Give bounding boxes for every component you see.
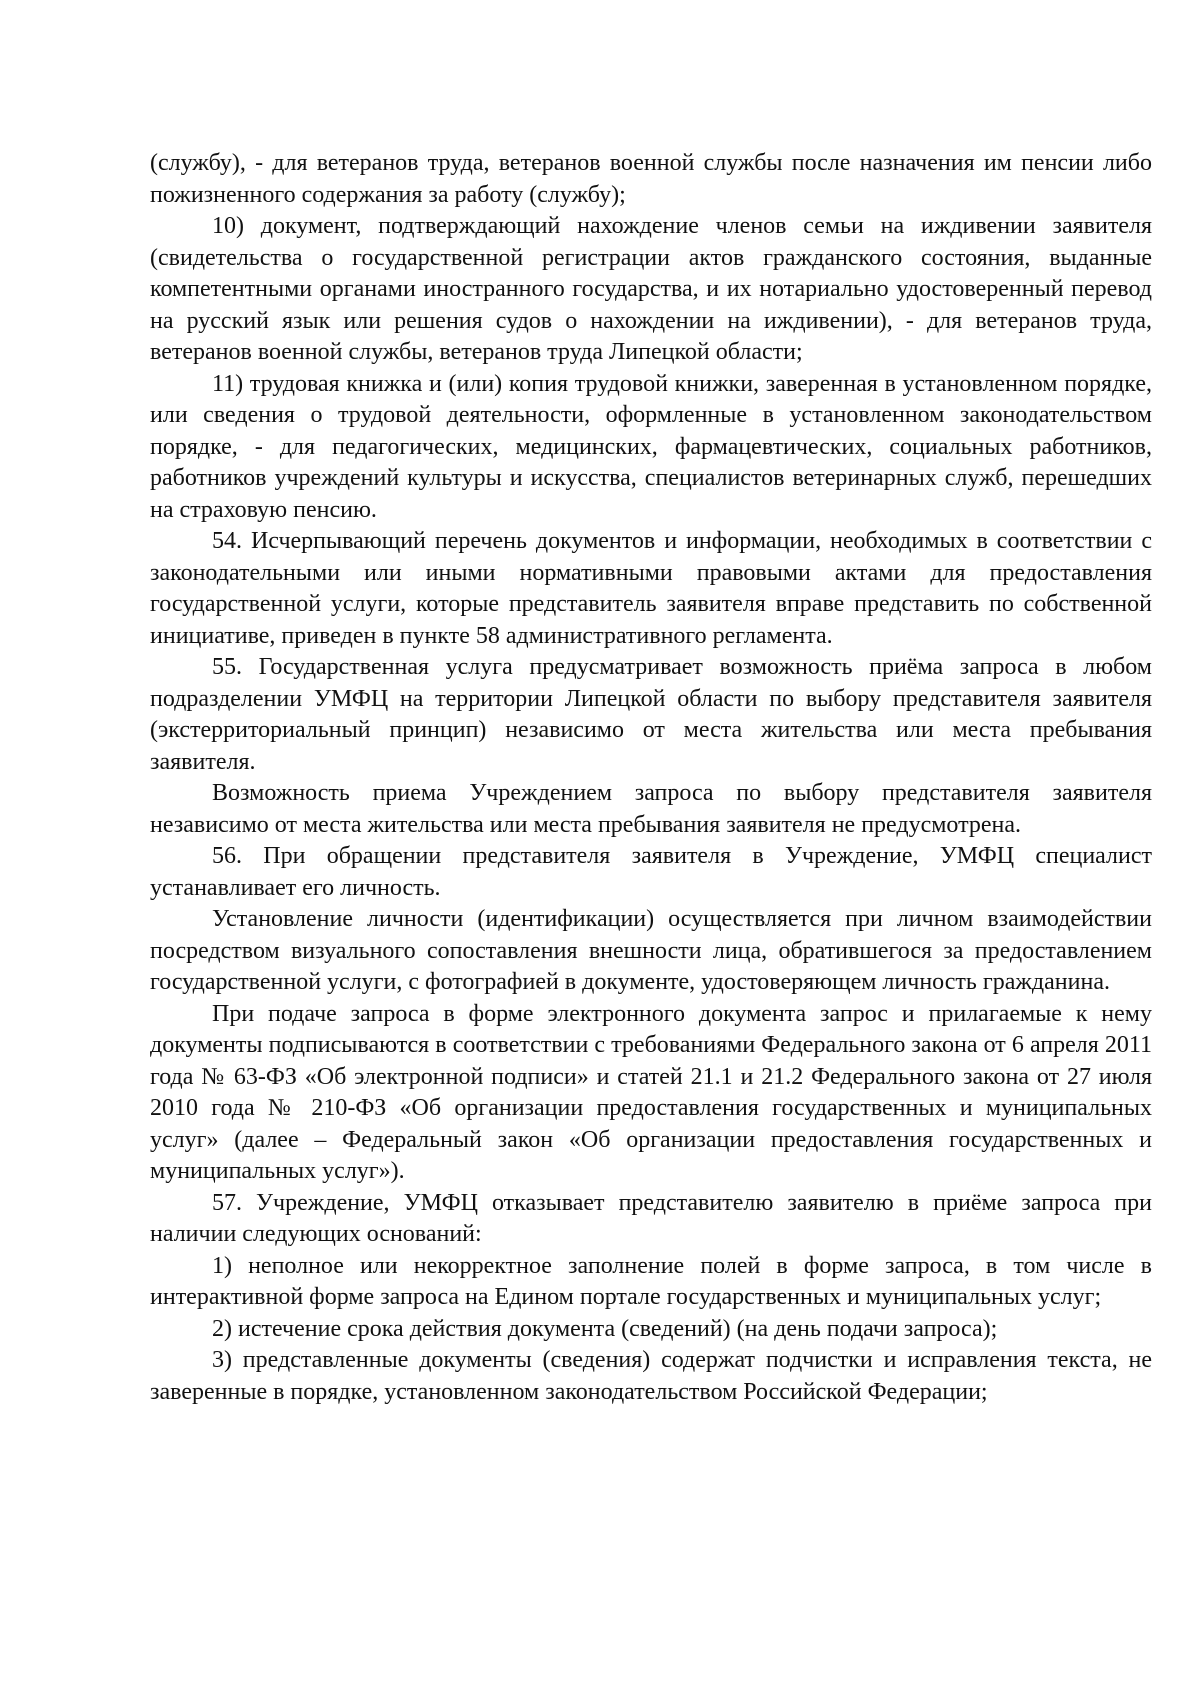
paragraph-clause-54: 54. Исчерпывающий перечень документов и информации, необходимых в соответствии с законодательными или иными нормативными правовыми актами для предоставления государственной услуги, которые представитель заявителя вправе представить по собственной инициативе, приведен в пункте 58 административного регламента. — [150, 528, 1152, 649]
paragraph-clause-55: 55. Государственная услуга предусматривает возможность приёма запроса в любом подразделении УМФЦ на территории Липецкой области по выбору представителя заявителя (экстерриториальный принцип) независимо от места жительства или места пребывания заявителя. — [150, 654, 1152, 775]
paragraph-refusal-1: 1) неполное или некорректное заполнение полей в форме запроса, в том числе в интерактивной форме запроса на Едином портале государственных и муниципальных услуг; — [150, 1252, 1152, 1310]
paragraph-item-10: 10) документ, подтверждающий нахождение членов семьи на иждивении заявителя (свидетельства о государственной регистрации актов гражданского состояния, выданные компетентными органами иностранного государства, и их нотариально удостоверенный перевод на русский язык или решения судов о нахождении на иждивении), - для ветеранов труда, ветеранов военной службы, ветеранов труда Липецкой области; — [150, 213, 1152, 365]
paragraph-refusal-3: 3) представленные документы (сведения) содержат подчистки и исправления текста, не заверенные в порядке, установленном законодательством Российской Федерации; — [150, 1347, 1152, 1405]
paragraph-clause-57: 57. Учреждение, УМФЦ отказывает представителю заявителю в приёме запроса при наличии следующих оснований: — [150, 1189, 1152, 1247]
paragraph-refusal-2: 2) истечение срока действия документа (сведений) (на день подачи запроса); — [212, 1315, 998, 1342]
paragraph-clause-56: 56. При обращении представителя заявителя в Учреждение, УМФЦ специалист устанавливает его личность. — [150, 843, 1152, 901]
document-body — [150, 148, 1152, 1408]
paragraph-item-11: 11) трудовая книжка и (или) копия трудовой книжки, заверенная в установленном порядке, или сведения о трудовой деятельности, оформленные в установленном законодательством порядке, - для педагогических, медицинских, фармацевтических, социальных работников, работников учреждений культуры и искусства, специалистов ветеринарных служб, перешедших на страховую пенсию. — [150, 370, 1152, 523]
paragraph-continuation: (службу), - для ветеранов труда, ветеранов военной службы после назначения им пенсии либо пожизненного содержания за работу (службу); — [150, 150, 1152, 208]
paragraph-identification: Установление личности (идентификации) осуществляется при личном взаимодействии посредством визуального сопоставления внешности лица, обратившегося за предоставлением государственной услуги, с фотографией в документе, удостоверяющем личность гражданина. — [150, 906, 1152, 995]
paragraph-electronic-signature: При подаче запроса в форме электронного документа запрос и прилагаемые к нему документы подписываются в соответствии с требованиями Федерального закона от 6 апреля 2011 года № 63-ФЗ «Об электронной подписи» и статей 21.1 и 21.2 Федерального закона от 27 июля 2010 года № 210-ФЗ «Об организации предоставления государственных и муниципальных услуг» (далее – Федеральный закон «Об организации предоставления государственных и муниципальных услуг»). — [150, 1000, 1152, 1184]
paragraph-clause-55-note: Возможность приема Учреждением запроса по выбору представителя заявителя независимо от места жительства или места пребывания заявителя не предусмотрена. — [150, 780, 1152, 838]
